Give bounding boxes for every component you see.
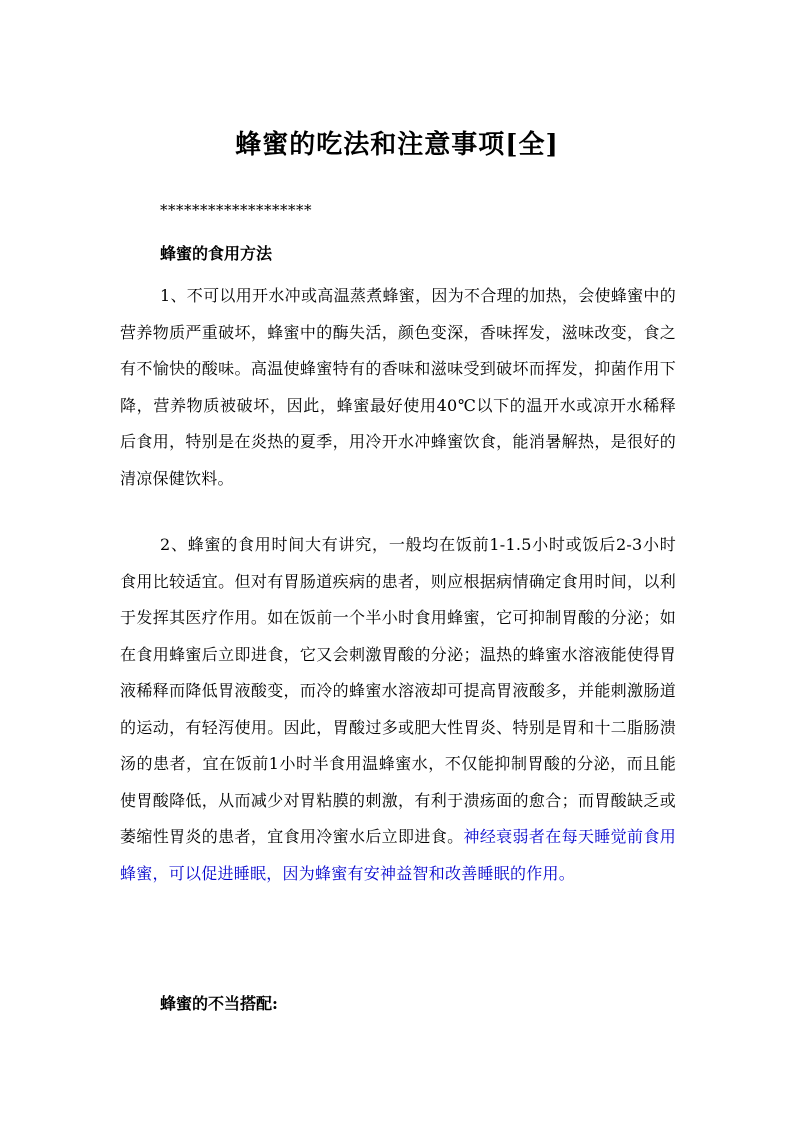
section-heading-usage: 蜂蜜的食用方法 xyxy=(160,244,273,263)
paragraph-2-highlight: 神经衰弱者在每天睡觉前食用蜂蜜，可以促进睡眠，因为蜂蜜有安神益智和改善睡眠的作用。 xyxy=(120,827,676,883)
document-title: 蜂蜜的吃法和注意事项[全] xyxy=(235,130,559,160)
paragraph-1: 1、不可以用开水冲或高温蒸煮蜂蜜，因为不合理的加热，会使蜂蜜中的营养物质严重破坏，蜂蜜中的酶失活，颜色变深，香味挥发，滋味改变，食之有不愉快的酸味。高温使蜂蜜特有的香味和滋味受到破坏而挥发，抑菌作用下降，营养物质被破坏，因此，蜂蜜最好使用40℃以下的温开水或凉开水稀释后食用，特别是在炎热的夏季，用冷开水冲蜂蜜饮食，能消暑解热，是很好的清凉保健饮料。 xyxy=(120,286,676,488)
section-heading-improper-pairing: 蜂蜜的不当搭配: xyxy=(160,994,278,1013)
paragraph-2-text: 2、蜂蜜的食用时间大有讲究，一般均在饭前1-1.5小时或饭后2-3小时食用比较适宜。但对有胃肠道疾病的患者，则应根据病情确定食用时间，以利于发挥其医疗作用。如在饭前一个半小时食用蜂蜜，它可抑制胃酸的分泌；如在食用蜂蜜后立即进食，它又会刺激胃酸的分泌；温热的蜂蜜水溶液能使得胃液稀释而降低胃液酸变，而冷的蜂蜜水溶液却可提高胃液酸多，并能刺激肠道的运动，有轻泻使用。因此，胃酸过多或肥大性胃炎、特别是胃和十二脂肠溃汤的患者，宜在饭前1小时半食用温蜂蜜水，不仅能抑制胃酸的分泌，而且能使胃酸降低，从而减少对胃粘膜的刺激，有利于溃疡面的愈合；而胃酸缺乏或萎缩性胃炎的患者，宜食用冷蜜水后立即进食。 xyxy=(120,535,676,846)
separator-line: ******************* xyxy=(160,201,312,219)
paragraph-2 xyxy=(120,527,676,892)
